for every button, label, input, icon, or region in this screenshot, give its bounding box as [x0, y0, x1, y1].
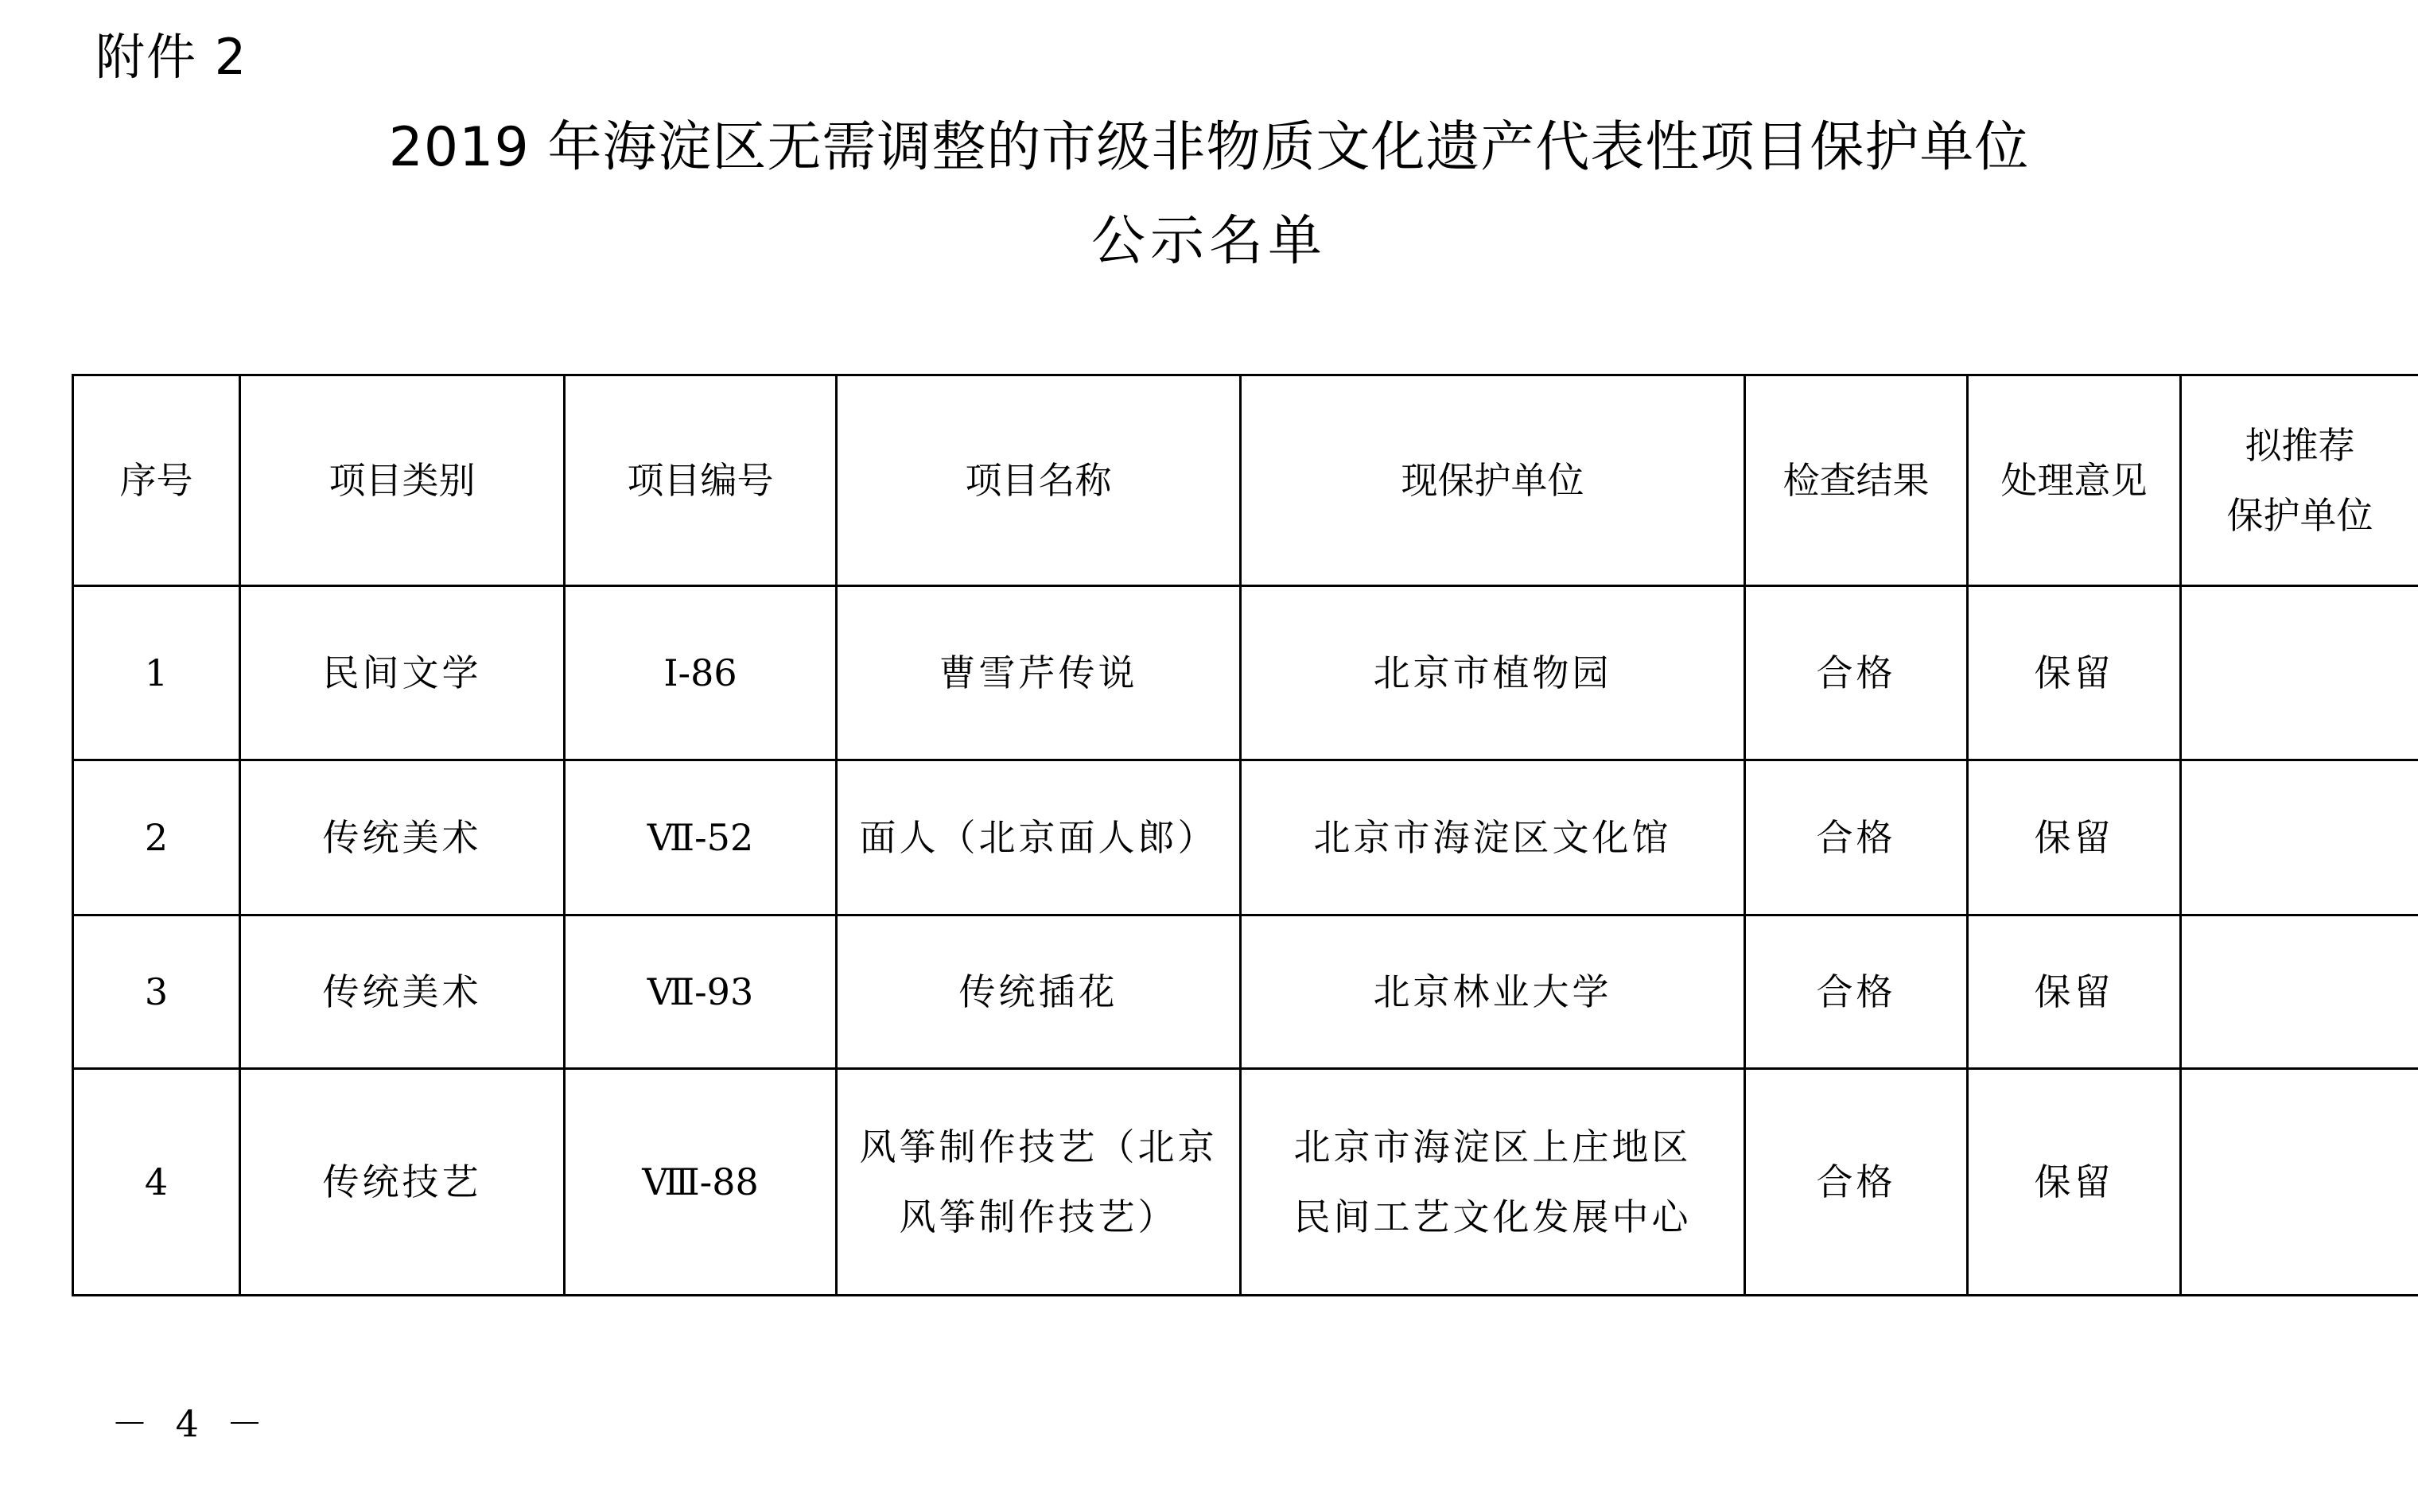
cell-name	[837, 760, 1241, 915]
header-recommend	[2181, 375, 2418, 586]
cell-result: 合格	[1745, 915, 1968, 1069]
cell-opinion: 保留	[1968, 915, 2181, 1069]
cell-seq: 2	[73, 760, 240, 915]
cell-code: Ⅶ-52	[565, 760, 837, 915]
cell-category: 传统技艺	[240, 1069, 565, 1296]
cell-unit	[1241, 1069, 1745, 1296]
cell-unit-line1: 北京林业大学	[1373, 970, 1612, 1013]
cell-opinion: 保留	[1968, 1069, 2181, 1296]
header-result: 检查结果	[1745, 375, 1968, 586]
table-header-row	[73, 375, 2418, 586]
attachment-label: 附件 2	[95, 28, 248, 86]
header-unit: 现保护单位	[1241, 375, 1745, 586]
cell-unit	[1241, 760, 1745, 915]
cell-name-line1: 传统插花	[958, 970, 1118, 1013]
cell-recommend	[2181, 1069, 2418, 1296]
cell-name-line2: 风筝制作技艺）	[899, 1195, 1178, 1238]
header-code: 项目编号	[565, 375, 837, 586]
table-row	[73, 760, 2418, 915]
cell-code: Ⅶ-93	[565, 915, 837, 1069]
header-opinion: 处理意见	[1968, 375, 2181, 586]
document-subtitle: 公示名单	[1090, 210, 1327, 273]
cell-opinion: 保留	[1968, 586, 2181, 760]
project-table	[72, 374, 2418, 1296]
cell-unit-line2: 民间工艺文化发展中心	[1293, 1195, 1692, 1238]
page-number: － 4 －	[111, 1402, 271, 1445]
cell-unit	[1241, 586, 1745, 760]
cell-recommend	[2181, 586, 2418, 760]
cell-category: 传统美术	[240, 915, 565, 1069]
document-title: 2019 年海淀区无需调整的市级非物质文化遗产代表性项目保护单位	[388, 116, 2030, 179]
cell-seq: 4	[73, 1069, 240, 1296]
header-category: 项目类别	[240, 375, 565, 586]
cell-name-line1: 面人（北京面人郎）	[859, 816, 1218, 859]
cell-seq: 3	[73, 915, 240, 1069]
cell-result: 合格	[1745, 760, 1968, 915]
cell-unit-line1: 北京市海淀区上庄地区	[1293, 1125, 1692, 1168]
header-recommend-line2: 保护单位	[2226, 494, 2373, 537]
cell-name	[837, 586, 1241, 760]
cell-category: 传统美术	[240, 760, 565, 915]
table-row	[73, 586, 2418, 760]
cell-seq: 1	[73, 586, 240, 760]
header-recommend-line1: 拟推荐	[2245, 424, 2355, 467]
cell-unit-line1: 北京市植物园	[1373, 651, 1612, 694]
header-name: 项目名称	[837, 375, 1241, 586]
header-seq: 序号	[73, 375, 240, 586]
table-row	[73, 1069, 2418, 1296]
cell-unit	[1241, 915, 1745, 1069]
cell-result: 合格	[1745, 586, 1968, 760]
cell-category: 民间文学	[240, 586, 565, 760]
table-row	[73, 915, 2418, 1069]
cell-opinion: 保留	[1968, 760, 2181, 915]
cell-name	[837, 915, 1241, 1069]
cell-name-line1: 风筝制作技艺（北京	[859, 1125, 1218, 1168]
cell-unit-line1: 北京市海淀区文化馆	[1313, 816, 1672, 859]
cell-code: Ⅷ-88	[565, 1069, 837, 1296]
cell-recommend	[2181, 760, 2418, 915]
cell-name-line1: 曹雪芹传说	[939, 651, 1138, 694]
cell-result: 合格	[1745, 1069, 1968, 1296]
cell-recommend	[2181, 915, 2418, 1069]
cell-code: I-86	[565, 586, 837, 760]
cell-name	[837, 1069, 1241, 1296]
